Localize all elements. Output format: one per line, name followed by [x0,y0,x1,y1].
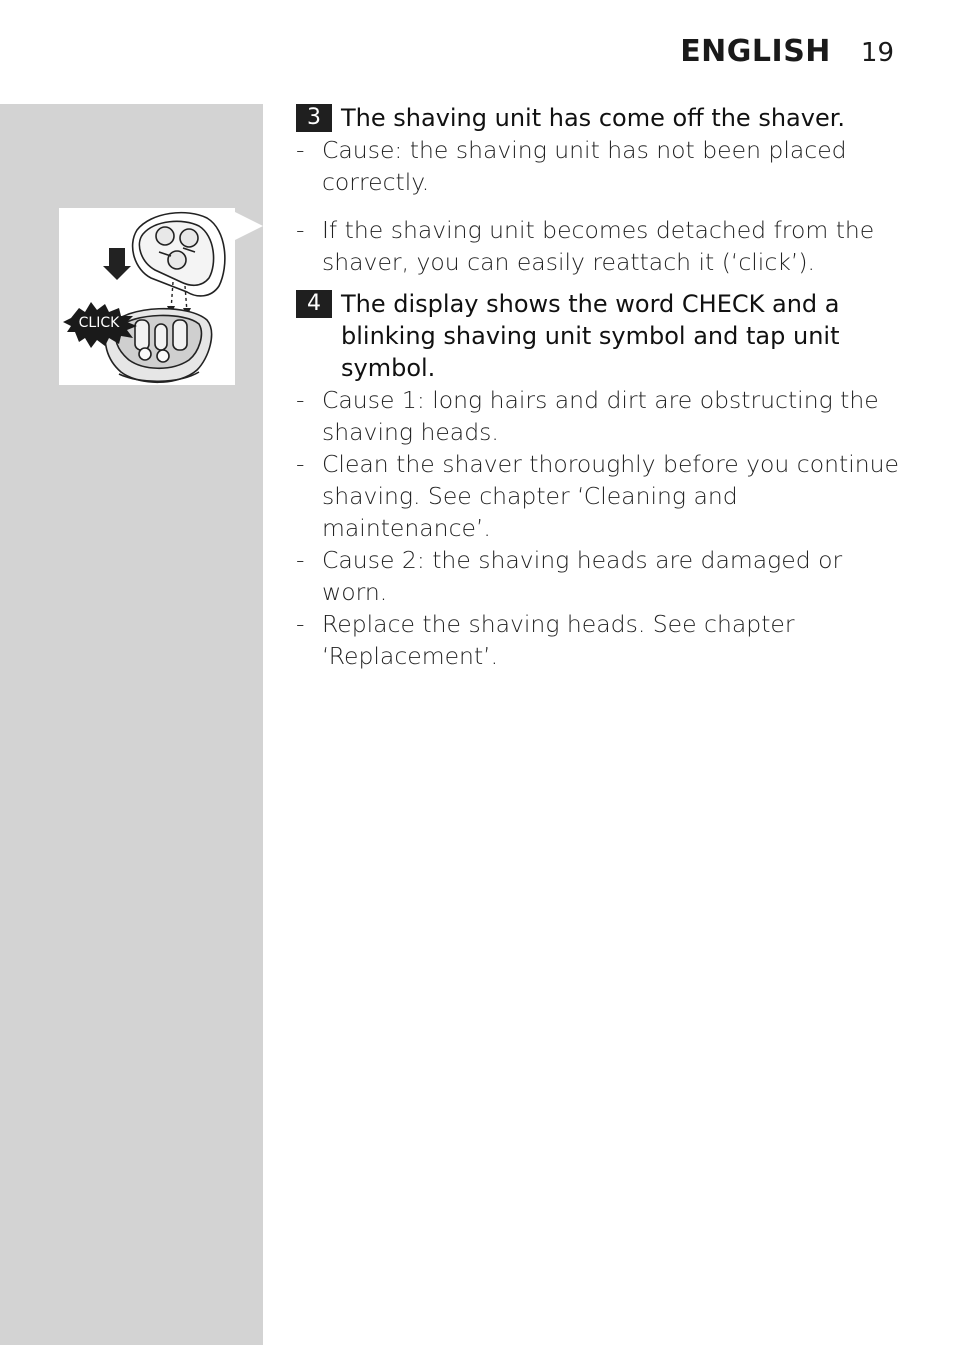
step-4-bullets [296,384,906,672]
page-number: 19 [860,38,894,68]
step-4-heading [296,288,906,384]
shaving-unit-drawing [133,213,225,296]
list-item: - Clean the shaver thoroughly before you continue shaving. See chapter ‘Cleaning and maintenance’. [296,450,899,542]
bullet-dash: - [296,450,305,478]
shaver-drawing [59,208,235,385]
bullet-dash: - [296,386,305,414]
bullet-dash: - [296,610,305,638]
figure-pointer [235,212,263,240]
list-item: - If the shaving unit becomes detached from the shaver, you can easily reattach it (‘click’). [296,216,875,276]
troubleshooting-content [296,102,906,672]
bullet-dash: - [296,546,305,574]
step-title: The shaving unit has come off the shaver. [341,104,846,132]
list-item: - Cause 1: long hairs and dirt are obstructing the shaving heads. [296,386,879,446]
list-item: - Cause: the shaving unit has not been placed correctly. [296,136,847,196]
step-3-bullets [296,134,906,278]
down-arrow-icon [103,248,131,280]
step-number-badge: 4 [296,290,332,318]
click-label: CLICK [78,315,120,331]
bullet-dash: - [296,136,305,164]
list-item: - Replace the shaving heads. See chapter ‘Replacement’. [296,610,795,670]
list-item: - Cause 2: the shaving heads are damaged or worn. [296,546,843,606]
bullet-dash: - [296,216,305,244]
step-3-heading [296,102,906,134]
page-header [680,34,894,69]
step-number-badge: 3 [296,104,332,132]
language-label: ENGLISH [680,34,831,69]
shaver-illustration [59,208,235,385]
step-title: The display shows the word CHECK and a blinking shaving unit symbol and tap unit symbol. [341,290,840,382]
